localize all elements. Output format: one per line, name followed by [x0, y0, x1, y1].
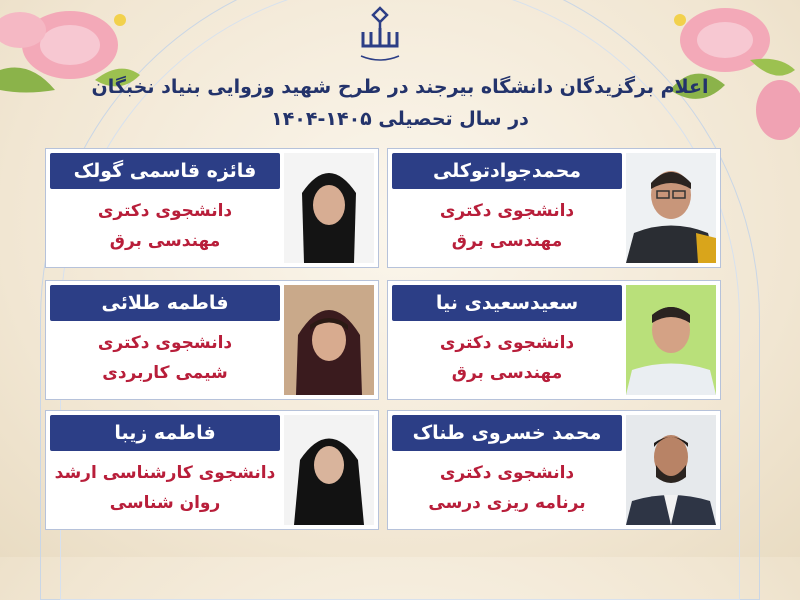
portrait-photo — [284, 285, 374, 395]
awardee-degree: دانشجوی دکتری — [97, 333, 233, 353]
awardee-name: سعیدسعیدی نیا — [392, 285, 622, 321]
awardee-name: فاطمه زیبا — [50, 415, 280, 451]
academic-year-subtitle: در سال تحصیلی ۱۴۰۵-۱۴۰۴ — [271, 108, 529, 130]
portrait-photo — [284, 415, 374, 525]
portrait-photo — [626, 285, 716, 395]
portrait-photo — [626, 415, 716, 525]
portrait-photo — [626, 153, 716, 263]
awardee-card — [387, 410, 721, 530]
awardee-card — [45, 148, 379, 268]
awardee-field: روان شناسی — [109, 493, 221, 513]
awardee-degree: دانشجوی دکتری — [439, 333, 575, 353]
awardee-name: فائزه قاسمی گولک — [50, 153, 280, 189]
awardee-degree: دانشجوی دکتری — [439, 201, 575, 221]
awardee-field: برنامه ریزی درسی — [428, 493, 586, 513]
awardee-card — [387, 148, 721, 268]
awardee-name: محمد خسروی طناک — [392, 415, 622, 451]
awardee-card — [45, 410, 379, 530]
awardee-field: شیمی کاربردی — [102, 363, 228, 383]
awardee-name: محمدجوادتوکلی — [392, 153, 622, 189]
awardee-field: مهندسی برق — [451, 231, 563, 251]
awardee-name: فاطمه طلائی — [50, 285, 280, 321]
portrait-photo — [284, 153, 374, 263]
awardee-degree: دانشجوی دکتری — [97, 201, 233, 221]
awardee-card — [387, 280, 721, 400]
awardee-degree: دانشجوی دکتری — [439, 463, 575, 483]
awardee-field: مهندسی برق — [109, 231, 221, 251]
awardee-card — [45, 280, 379, 400]
awardee-degree: دانشجوی کارشناسی ارشد — [54, 463, 276, 483]
awardee-field: مهندسی برق — [451, 363, 563, 383]
university-logo — [357, 6, 403, 64]
announcement-title: اعلام برگزیدگان دانشگاه بیرجند در طرح شهید وزوایی بنیاد نخبگان — [91, 76, 709, 98]
